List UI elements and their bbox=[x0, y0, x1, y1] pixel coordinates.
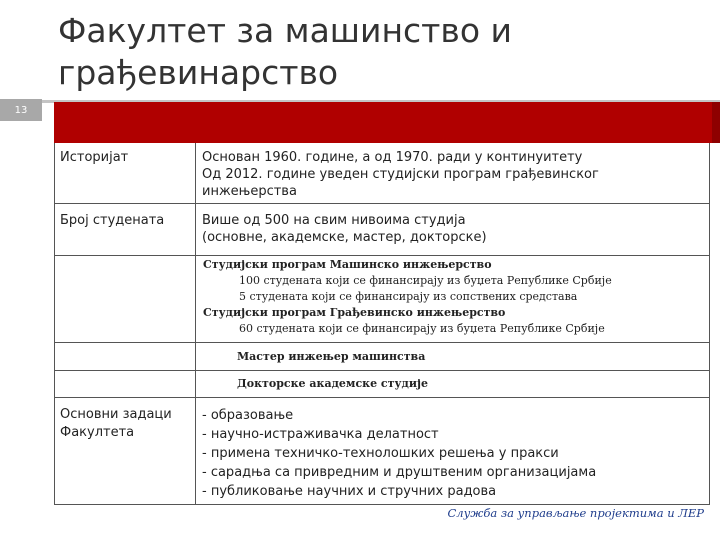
row-doctoral bbox=[55, 371, 709, 398]
info-table bbox=[54, 143, 710, 505]
task-item: - сарадња са привредним и друштвеним организацијама bbox=[202, 465, 597, 480]
students-value bbox=[202, 212, 487, 246]
header-bar-end bbox=[712, 102, 720, 143]
column-divider bbox=[195, 204, 196, 256]
column-divider bbox=[195, 398, 196, 504]
tasks-label-line-1: Основни задаци bbox=[60, 407, 172, 422]
history-line-3: инжењерства bbox=[202, 184, 297, 199]
column-divider bbox=[195, 143, 196, 204]
master-title: Мастер инжењер машинства bbox=[237, 350, 426, 363]
program-mechanical: Студијски програм Машинско инжењерство bbox=[203, 258, 492, 271]
task-item: - научно-истраживачка делатност bbox=[202, 427, 439, 442]
students-label: Број студената bbox=[60, 213, 165, 228]
page-title bbox=[58, 10, 658, 94]
program-mechanical-self: 5 студената који се финансирају из сопствених средстава bbox=[239, 290, 578, 303]
footer-caption: Служба за управљање пројектима и ЛЕР bbox=[447, 506, 704, 520]
tasks-label bbox=[60, 406, 172, 442]
task-item: - примена техничко-технолошких решења у пракси bbox=[202, 446, 559, 461]
tasks-list bbox=[202, 406, 596, 501]
students-line-2: (основне, академске, мастер, докторске) bbox=[202, 230, 487, 245]
program-civil-budget: 60 студената који се финансирају из буџета Републике Србије bbox=[239, 322, 605, 335]
history-value bbox=[202, 149, 599, 200]
slide-number: 13 bbox=[0, 99, 42, 121]
programs-list bbox=[203, 257, 612, 337]
program-civil: Студијски програм Грађевинско инжењерство bbox=[203, 306, 506, 319]
program-mechanical-budget: 100 студената који се финансирају из буџета Републике Србије bbox=[239, 274, 612, 287]
title-line-1: Факултет за машинство и bbox=[58, 11, 512, 50]
column-divider bbox=[195, 343, 196, 371]
history-line-2: Од 2012. године уведен студијски програм грађевинског bbox=[202, 167, 599, 182]
title-line-2: грађевинарство bbox=[58, 53, 339, 92]
row-history bbox=[55, 143, 709, 204]
doctoral-title: Докторске академске студије bbox=[237, 377, 428, 390]
history-label: Историјат bbox=[60, 150, 129, 165]
students-line-1: Више од 500 на свим нивоима студија bbox=[202, 213, 466, 228]
task-item: - образовање bbox=[202, 408, 294, 423]
row-master bbox=[55, 343, 709, 371]
history-line-1: Основан 1960. године, а од 1970. ради у континуитету bbox=[202, 150, 583, 165]
column-divider bbox=[195, 256, 196, 343]
tasks-label-line-2: Факултета bbox=[60, 425, 135, 440]
column-divider bbox=[195, 371, 196, 398]
task-item: - публиковање научних и стручних радова bbox=[202, 484, 497, 499]
row-students bbox=[55, 204, 709, 256]
header-bar bbox=[54, 102, 720, 143]
